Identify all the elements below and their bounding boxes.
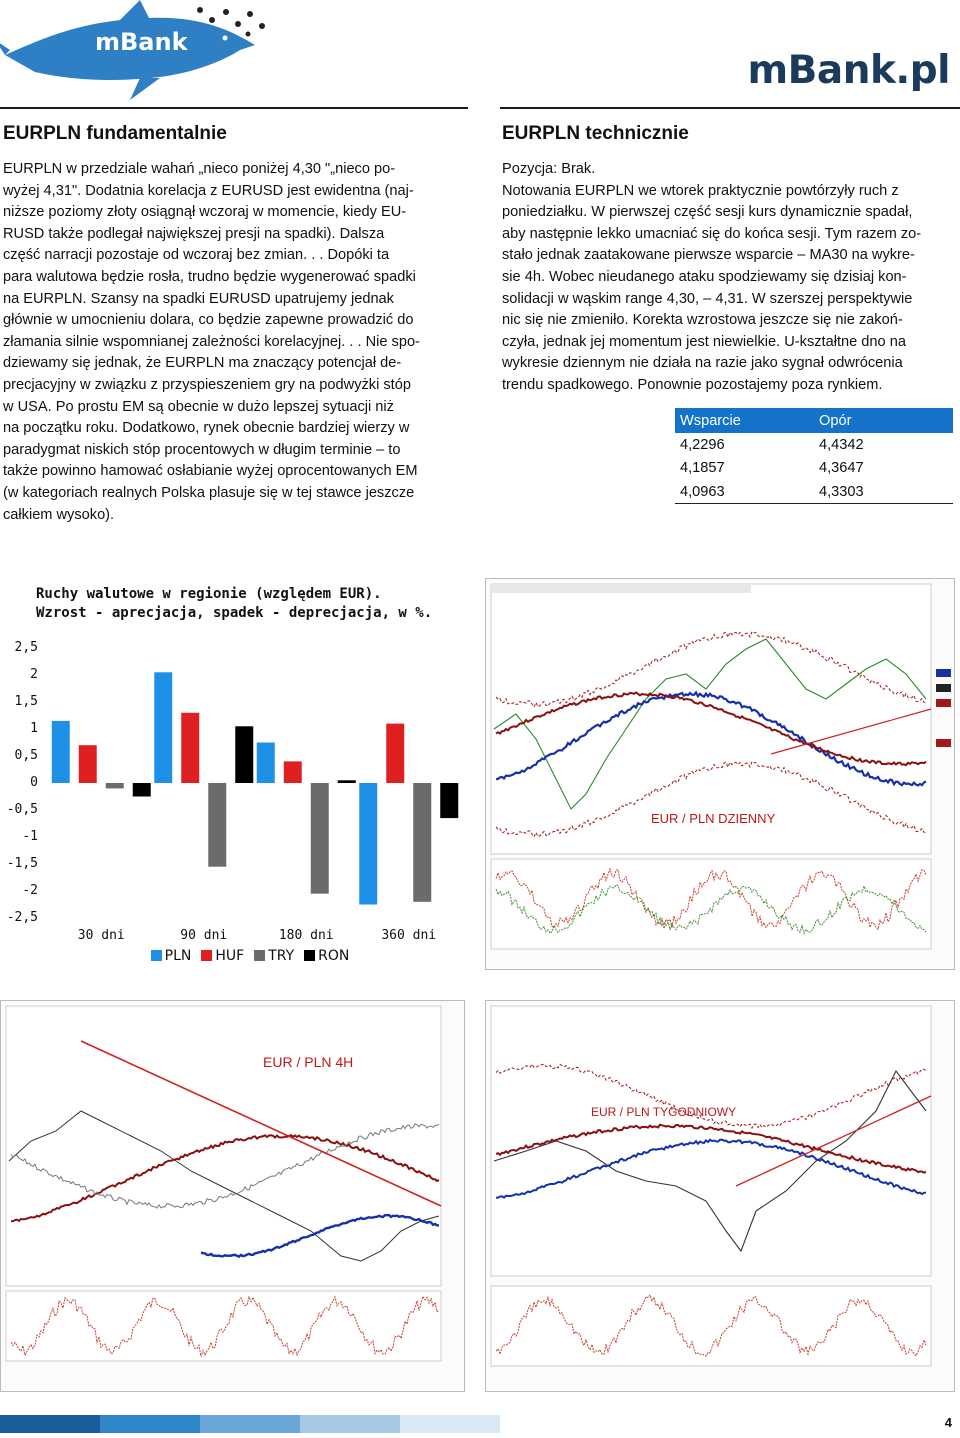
- footer-stripe: [0, 1415, 500, 1433]
- site-name[interactable]: mBank.pl: [747, 48, 950, 93]
- chart-title-line: Ruchy walutowe w regionie (względem EUR).: [36, 586, 382, 602]
- bar-try: [311, 783, 329, 894]
- table-header-resistance: Opór: [814, 408, 953, 433]
- table-row: [675, 480, 953, 504]
- bar-huf: [181, 713, 199, 783]
- bar-pln: [359, 783, 377, 905]
- text-line: czyła, jednak jej momentum jest niewielkie. U-kształtne dno na: [502, 333, 906, 350]
- bar-huf: [79, 745, 97, 783]
- text-line: złamania silnie wspomnianej zależności korelacyjnej. . . Nie spo-: [3, 333, 420, 350]
- x-tick-label: 90 dni: [180, 928, 228, 943]
- legend-swatch: [201, 950, 212, 961]
- text-line: część narracji pozostaje od wczoraj bez zmian. . . Dopóki ta: [3, 247, 390, 264]
- text-line: solidacji w wąskim range 4,30, – 4,31. W szerszej perspektywie: [502, 290, 913, 307]
- daily-chart-graphic: [486, 579, 956, 971]
- text-line: na początku roku. Dodatkowo, rynek obecnie bardziej wierzy w: [3, 420, 410, 437]
- left-title-rule: [0, 107, 468, 109]
- footer-stripe-block: [200, 1415, 300, 1433]
- text-line: także powinno hamować osłabianie wyżej oprocentowanych EM: [3, 463, 418, 480]
- table-cell: 4,1857: [680, 460, 725, 477]
- bar-pln: [257, 743, 275, 784]
- daily-chart-label: EUR / PLN DZIENNY: [651, 811, 776, 826]
- table-row: [675, 457, 953, 481]
- bar-ron: [338, 780, 356, 783]
- chart-title: [36, 585, 456, 623]
- bar-huf: [386, 724, 404, 783]
- position-value: Brak.: [557, 161, 596, 177]
- text-line: para walutowa będzie rosła, trudno będzie wygenerować spadki: [3, 268, 416, 285]
- logo-text: mBank: [95, 28, 188, 56]
- text-line: sie 4h. Wobec nieudanego ataku spodziewamy się dzisiaj kon-: [502, 268, 907, 285]
- table-row: [675, 433, 953, 457]
- x-tick-label: 30 dni: [77, 928, 125, 943]
- legend-swatch: [304, 950, 315, 961]
- legend-swatch: [151, 950, 162, 961]
- text-line: aby następnie lekko umacniać się do końca sesji. Tym razem zo-: [502, 225, 922, 242]
- text-line: paradygmat niskich stóp procentowych w długim terminie – to: [3, 441, 401, 458]
- legend-item: [254, 948, 294, 964]
- text-line: niższe poziomy złoty osiągnął wczoraj w momencie, kiedy EU-: [3, 204, 407, 221]
- text-line: trendu spadkowego. Ponownie pozostajemy poza rynkiem.: [502, 376, 883, 393]
- bar-try: [413, 783, 431, 902]
- h4-candlestick-chart: [0, 1000, 465, 1392]
- text-line: precjacyjny w związku z przyspieszeniem gry na podwyżki stóp: [3, 376, 411, 393]
- table-cell: 4,3647: [819, 460, 864, 477]
- weekly-candlestick-chart: [485, 1000, 955, 1392]
- legend-label: TRY: [268, 948, 295, 964]
- legend-swatch: [254, 950, 265, 961]
- table-cell: 4,2296: [680, 436, 725, 453]
- y-axis-labels: [0, 640, 40, 925]
- legend-item: [201, 948, 244, 964]
- y-tick-label: -1: [22, 829, 38, 844]
- footer-stripe-block: [400, 1415, 500, 1433]
- footer-stripe-block: [300, 1415, 400, 1433]
- chart-title-line: Wzrost - aprecjacja, spadek - deprecjacja, w %.: [36, 605, 433, 621]
- left-body-text: [3, 159, 453, 526]
- y-tick-label: 1: [30, 721, 38, 736]
- footer-stripe-block: [100, 1415, 200, 1433]
- bar-try: [208, 783, 226, 867]
- mbank-logo: [0, 0, 275, 110]
- support-resistance-table: [675, 408, 953, 504]
- h4-chart-label: EUR / PLN 4H: [263, 1054, 354, 1070]
- right-body-text: [502, 159, 952, 397]
- bar-pln: [154, 672, 172, 783]
- text-line: na EURPLN. Szansy na spadki EURUSD upatrujemy jednak: [3, 290, 394, 307]
- chart-legend: [50, 947, 460, 965]
- y-tick-label: 2: [30, 667, 38, 682]
- table-header-support: Wsparcie: [675, 408, 814, 433]
- table-cell: 4,3303: [814, 480, 953, 504]
- bar-ron: [440, 783, 458, 818]
- text-line: dziewamy się jednak, że EURPLN ma znaczący potencjał de-: [3, 355, 402, 372]
- text-line: stało jednak zaatakowane pierwsze wsparcie – MA30 na wykre-: [502, 247, 915, 264]
- daily-candlestick-chart: [485, 578, 955, 970]
- x-tick-label: 180 dni: [278, 928, 334, 943]
- h4-chart-graphic: [1, 1001, 466, 1393]
- y-tick-label: -2,5: [6, 910, 38, 925]
- text-line: EURPLN w przedziale wahań „nieco poniżej 4,30 "„nieco po-: [3, 161, 396, 177]
- bar-ron: [235, 726, 253, 783]
- text-line: głównie w umocnieniu dolara, co będzie zapewne prowadzić do: [3, 312, 414, 329]
- y-tick-label: -0,5: [6, 802, 38, 817]
- legend-label: HUF: [215, 948, 245, 964]
- text-line: (w kategoriach realnych Polska plasuje się w tej stawce jeszcze: [3, 484, 415, 501]
- legend-item: [151, 948, 192, 964]
- text-line: w USA. Po prostu EM są obecnie w dużo lepszej sytuacji niż: [3, 398, 394, 415]
- x-tick-label: 360 dni: [381, 928, 437, 943]
- table-cell: 4,0963: [675, 480, 814, 504]
- text-line: RUSD także podlegał największej presji na spadki). Dalsza: [3, 225, 385, 242]
- y-tick-label: -2: [22, 883, 38, 898]
- position-label: Pozycja:: [502, 161, 558, 177]
- text-line: wyżej 4,31". Dodatnia korelacja z EURUSD jest ewidentna (naj-: [3, 182, 414, 199]
- text-line: poniedziałku. W pierwszej część sesji kurs dynamicznie spadał,: [502, 204, 913, 221]
- weekly-chart-label: EUR / PLN TYGODNIOWY: [591, 1105, 737, 1119]
- bar-try: [106, 783, 124, 788]
- y-tick-label: 0,5: [14, 748, 38, 763]
- right-section-title: EURPLN technicznie: [502, 123, 689, 144]
- table-cell: 4,4342: [819, 436, 864, 453]
- text-line: Notowania EURPLN we wtorek praktycznie powtórzyły ruch z: [502, 182, 899, 199]
- bar-chart: [50, 648, 460, 918]
- right-title-rule: [500, 107, 960, 109]
- text-line: całkiem wysoko).: [3, 506, 115, 523]
- legend-label: RON: [318, 948, 350, 964]
- y-tick-label: 1,5: [14, 694, 38, 709]
- page-number: 4: [944, 1415, 952, 1430]
- left-section-title: EURPLN fundamentalnie: [3, 123, 227, 144]
- y-tick-label: 0: [30, 775, 38, 790]
- text-line: wykresie dziennym nie działa na razie jako sygnał odwrócenia: [502, 355, 903, 372]
- bar-huf: [284, 761, 302, 783]
- text-line: nic się nie zmieniło. Korekta wzrostowa jeszcze się nie zakoń-: [502, 312, 903, 329]
- position-line: [502, 159, 952, 181]
- y-tick-label: -1,5: [6, 856, 38, 871]
- weekly-chart-graphic: [486, 1001, 956, 1393]
- bar-ron: [133, 783, 151, 797]
- legend-label: PLN: [164, 948, 192, 964]
- bar-pln: [52, 721, 70, 783]
- legend-item: [304, 948, 349, 964]
- x-axis-labels: [50, 928, 460, 946]
- y-tick-label: 2,5: [14, 640, 38, 655]
- footer-stripe-block: [0, 1415, 100, 1433]
